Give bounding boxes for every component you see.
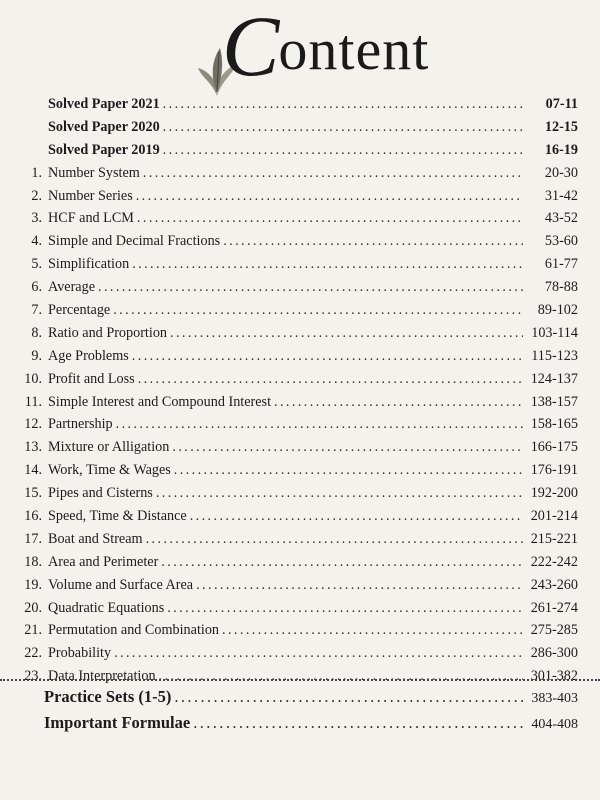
toc-row-chapter[interactable] (18, 416, 578, 439)
dot-leader (274, 394, 523, 411)
toc-label: Quadratic Equations (48, 599, 165, 616)
toc-row-chapter[interactable] (18, 210, 578, 233)
toc-pages: 61-77 (544, 256, 578, 273)
toc-pages: 166-175 (530, 439, 578, 456)
toc-number: 14. (24, 462, 42, 479)
toc-row-chapter[interactable] (18, 622, 578, 645)
toc-number: 8. (31, 324, 42, 341)
toc-label: Area and Perimeter (48, 553, 159, 570)
toc-label: Partnership (48, 416, 113, 433)
dot-leader (163, 142, 523, 159)
toc-pages: 124-137 (530, 370, 578, 387)
toc-pages: 275-285 (530, 622, 578, 639)
dot-leader (138, 371, 523, 388)
toc-row-solved-2020[interactable] (18, 119, 578, 142)
dot-leader (161, 554, 523, 571)
toc-row-chapter[interactable] (18, 302, 578, 325)
toc-row-chapter[interactable] (18, 508, 578, 531)
toc-pages: 78-88 (544, 279, 578, 296)
toc-number: 15. (24, 485, 42, 502)
toc-row-solved-2021[interactable] (18, 96, 578, 119)
toc-number: 2. (31, 187, 42, 204)
dot-leader (116, 416, 523, 433)
toc-number: 18. (24, 553, 42, 570)
dotted-separator (0, 679, 600, 681)
dot-leader (114, 645, 523, 662)
toc-row-chapter[interactable] (18, 439, 578, 462)
toc-row-chapter[interactable] (18, 394, 578, 417)
toc-number: 19. (24, 576, 42, 593)
toc-pages: 201-214 (530, 508, 578, 525)
toc-label: Solved Paper 2021 (48, 96, 160, 112)
dot-leader (143, 165, 523, 182)
toc-row-chapter[interactable] (18, 600, 578, 623)
dot-leader (146, 531, 523, 548)
toc-number: 23. (24, 668, 42, 685)
toc-label: Volume and Surface Area (48, 576, 194, 593)
toc-label: Mixture or Alligation (48, 439, 170, 456)
toc-pages: 31-42 (544, 187, 578, 204)
dot-leader (159, 668, 523, 685)
toc-row-chapter[interactable] (18, 325, 578, 348)
dot-leader (163, 96, 523, 113)
toc-row-chapter[interactable] (18, 256, 578, 279)
toc-label: Number Series (48, 187, 133, 204)
dot-leader (132, 348, 523, 365)
toc-label: Ratio and Proportion (48, 324, 168, 341)
page-title: Content (222, 0, 430, 94)
toc-row-chapter[interactable] (18, 645, 578, 668)
dot-leader (190, 508, 523, 525)
dot-leader (167, 600, 523, 617)
toc-row-chapter[interactable] (18, 279, 578, 302)
toc-number: 3. (31, 210, 42, 227)
toc-pages: 43-52 (544, 210, 578, 227)
dot-leader (136, 188, 523, 205)
toc-number: 12. (24, 416, 42, 433)
toc-label: Profit and Loss (48, 370, 135, 387)
toc-pages: 215-221 (530, 530, 578, 547)
toc-row-chapter[interactable] (18, 531, 578, 554)
toc-number: 21. (24, 622, 42, 639)
toc-label: Percentage (48, 302, 111, 319)
toc-row-important-formulae[interactable] (44, 713, 578, 739)
toc-pages: 89-102 (537, 302, 578, 319)
toc-label: Probability (48, 645, 112, 662)
title-area (0, 0, 600, 94)
toc-number: 17. (24, 530, 42, 547)
toc-number: 9. (31, 347, 42, 364)
dot-leader (163, 119, 523, 136)
dot-leader (156, 485, 523, 502)
toc-label: Work, Time & Wages (48, 462, 171, 479)
toc-row-chapter[interactable] (18, 188, 578, 211)
toc-pages: 20-30 (544, 164, 578, 181)
toc-row-solved-2019[interactable] (18, 142, 578, 165)
toc-pages: 243-260 (530, 576, 578, 593)
dot-leader (193, 713, 523, 733)
toc-label: Number System (48, 164, 140, 181)
toc-pages: 158-165 (530, 416, 578, 433)
toc-number: 4. (31, 233, 42, 250)
toc-number: 11. (24, 393, 42, 410)
toc-row-chapter[interactable] (18, 165, 578, 188)
toc-label: HCF and LCM (48, 210, 134, 227)
dot-leader (137, 210, 523, 227)
toc-number: 13. (24, 439, 42, 456)
toc-label: Important Formulae (44, 713, 191, 732)
toc-pages: 286-300 (530, 645, 578, 662)
toc-pages: 103-114 (531, 324, 578, 341)
toc-label: Simplification (48, 256, 130, 273)
toc-pages: 261-274 (530, 599, 578, 616)
toc-label: Simple Interest and Compound Interest (48, 393, 272, 410)
toc-pages: 138-157 (530, 393, 578, 410)
toc-pages: 383-403 (531, 691, 578, 706)
dot-leader (223, 233, 523, 250)
toc-pages: 404-408 (531, 717, 578, 732)
toc-number: 1. (31, 164, 42, 181)
toc-label: Age Problems (48, 347, 129, 364)
extras-section (44, 687, 578, 739)
toc-label: Boat and Stream (48, 530, 143, 547)
toc-row-practice-sets[interactable] (44, 687, 578, 713)
toc-label: Speed, Time & Distance (48, 508, 187, 525)
toc-label: Average (48, 279, 95, 296)
toc-row-chapter[interactable] (18, 348, 578, 371)
dot-leader (196, 577, 523, 594)
toc-number: 5. (31, 256, 42, 273)
toc-row-chapter[interactable] (18, 554, 578, 577)
toc-pages: 301-382 (530, 668, 578, 685)
dot-leader (132, 256, 523, 273)
toc-pages: 176-191 (530, 462, 578, 479)
dot-leader (113, 302, 523, 319)
toc-pages: 53-60 (544, 233, 578, 250)
toc-number: 16. (24, 508, 42, 525)
dot-leader (222, 622, 523, 639)
toc-pages: 07-11 (545, 96, 578, 112)
toc-label: Practice Sets (1-5) (44, 687, 172, 706)
dot-leader (170, 325, 523, 342)
toc-number: 6. (31, 279, 42, 296)
toc-pages: 12-15 (544, 118, 578, 135)
toc-number: 7. (31, 302, 42, 319)
dot-leader (98, 279, 523, 296)
toc-label: Simple and Decimal Fractions (48, 233, 221, 250)
toc-row-chapter[interactable] (18, 485, 578, 508)
toc-row-chapter[interactable] (18, 233, 578, 256)
toc-number: 20. (24, 599, 42, 616)
toc-pages: 222-242 (530, 553, 578, 570)
toc-label: Pipes and Cisterns (48, 485, 153, 502)
toc-label: Solved Paper 2019 (48, 141, 160, 158)
table-of-contents (18, 96, 578, 691)
toc-label: Permutation and Combination (48, 622, 220, 639)
dot-leader (174, 687, 523, 707)
toc-label: Solved Paper 2020 (48, 118, 160, 135)
toc-pages: 115-123 (531, 347, 578, 364)
toc-pages: 192-200 (530, 485, 578, 502)
dot-leader (172, 439, 523, 456)
toc-row-chapter[interactable] (18, 371, 578, 394)
toc-row-chapter[interactable] (18, 462, 578, 485)
dot-leader (174, 462, 523, 479)
toc-number: 10. (24, 370, 42, 387)
toc-row-chapter[interactable] (18, 577, 578, 600)
toc-label: Data Interpretation (48, 668, 156, 685)
toc-number: 22. (24, 645, 42, 662)
toc-pages: 16-19 (544, 141, 578, 158)
